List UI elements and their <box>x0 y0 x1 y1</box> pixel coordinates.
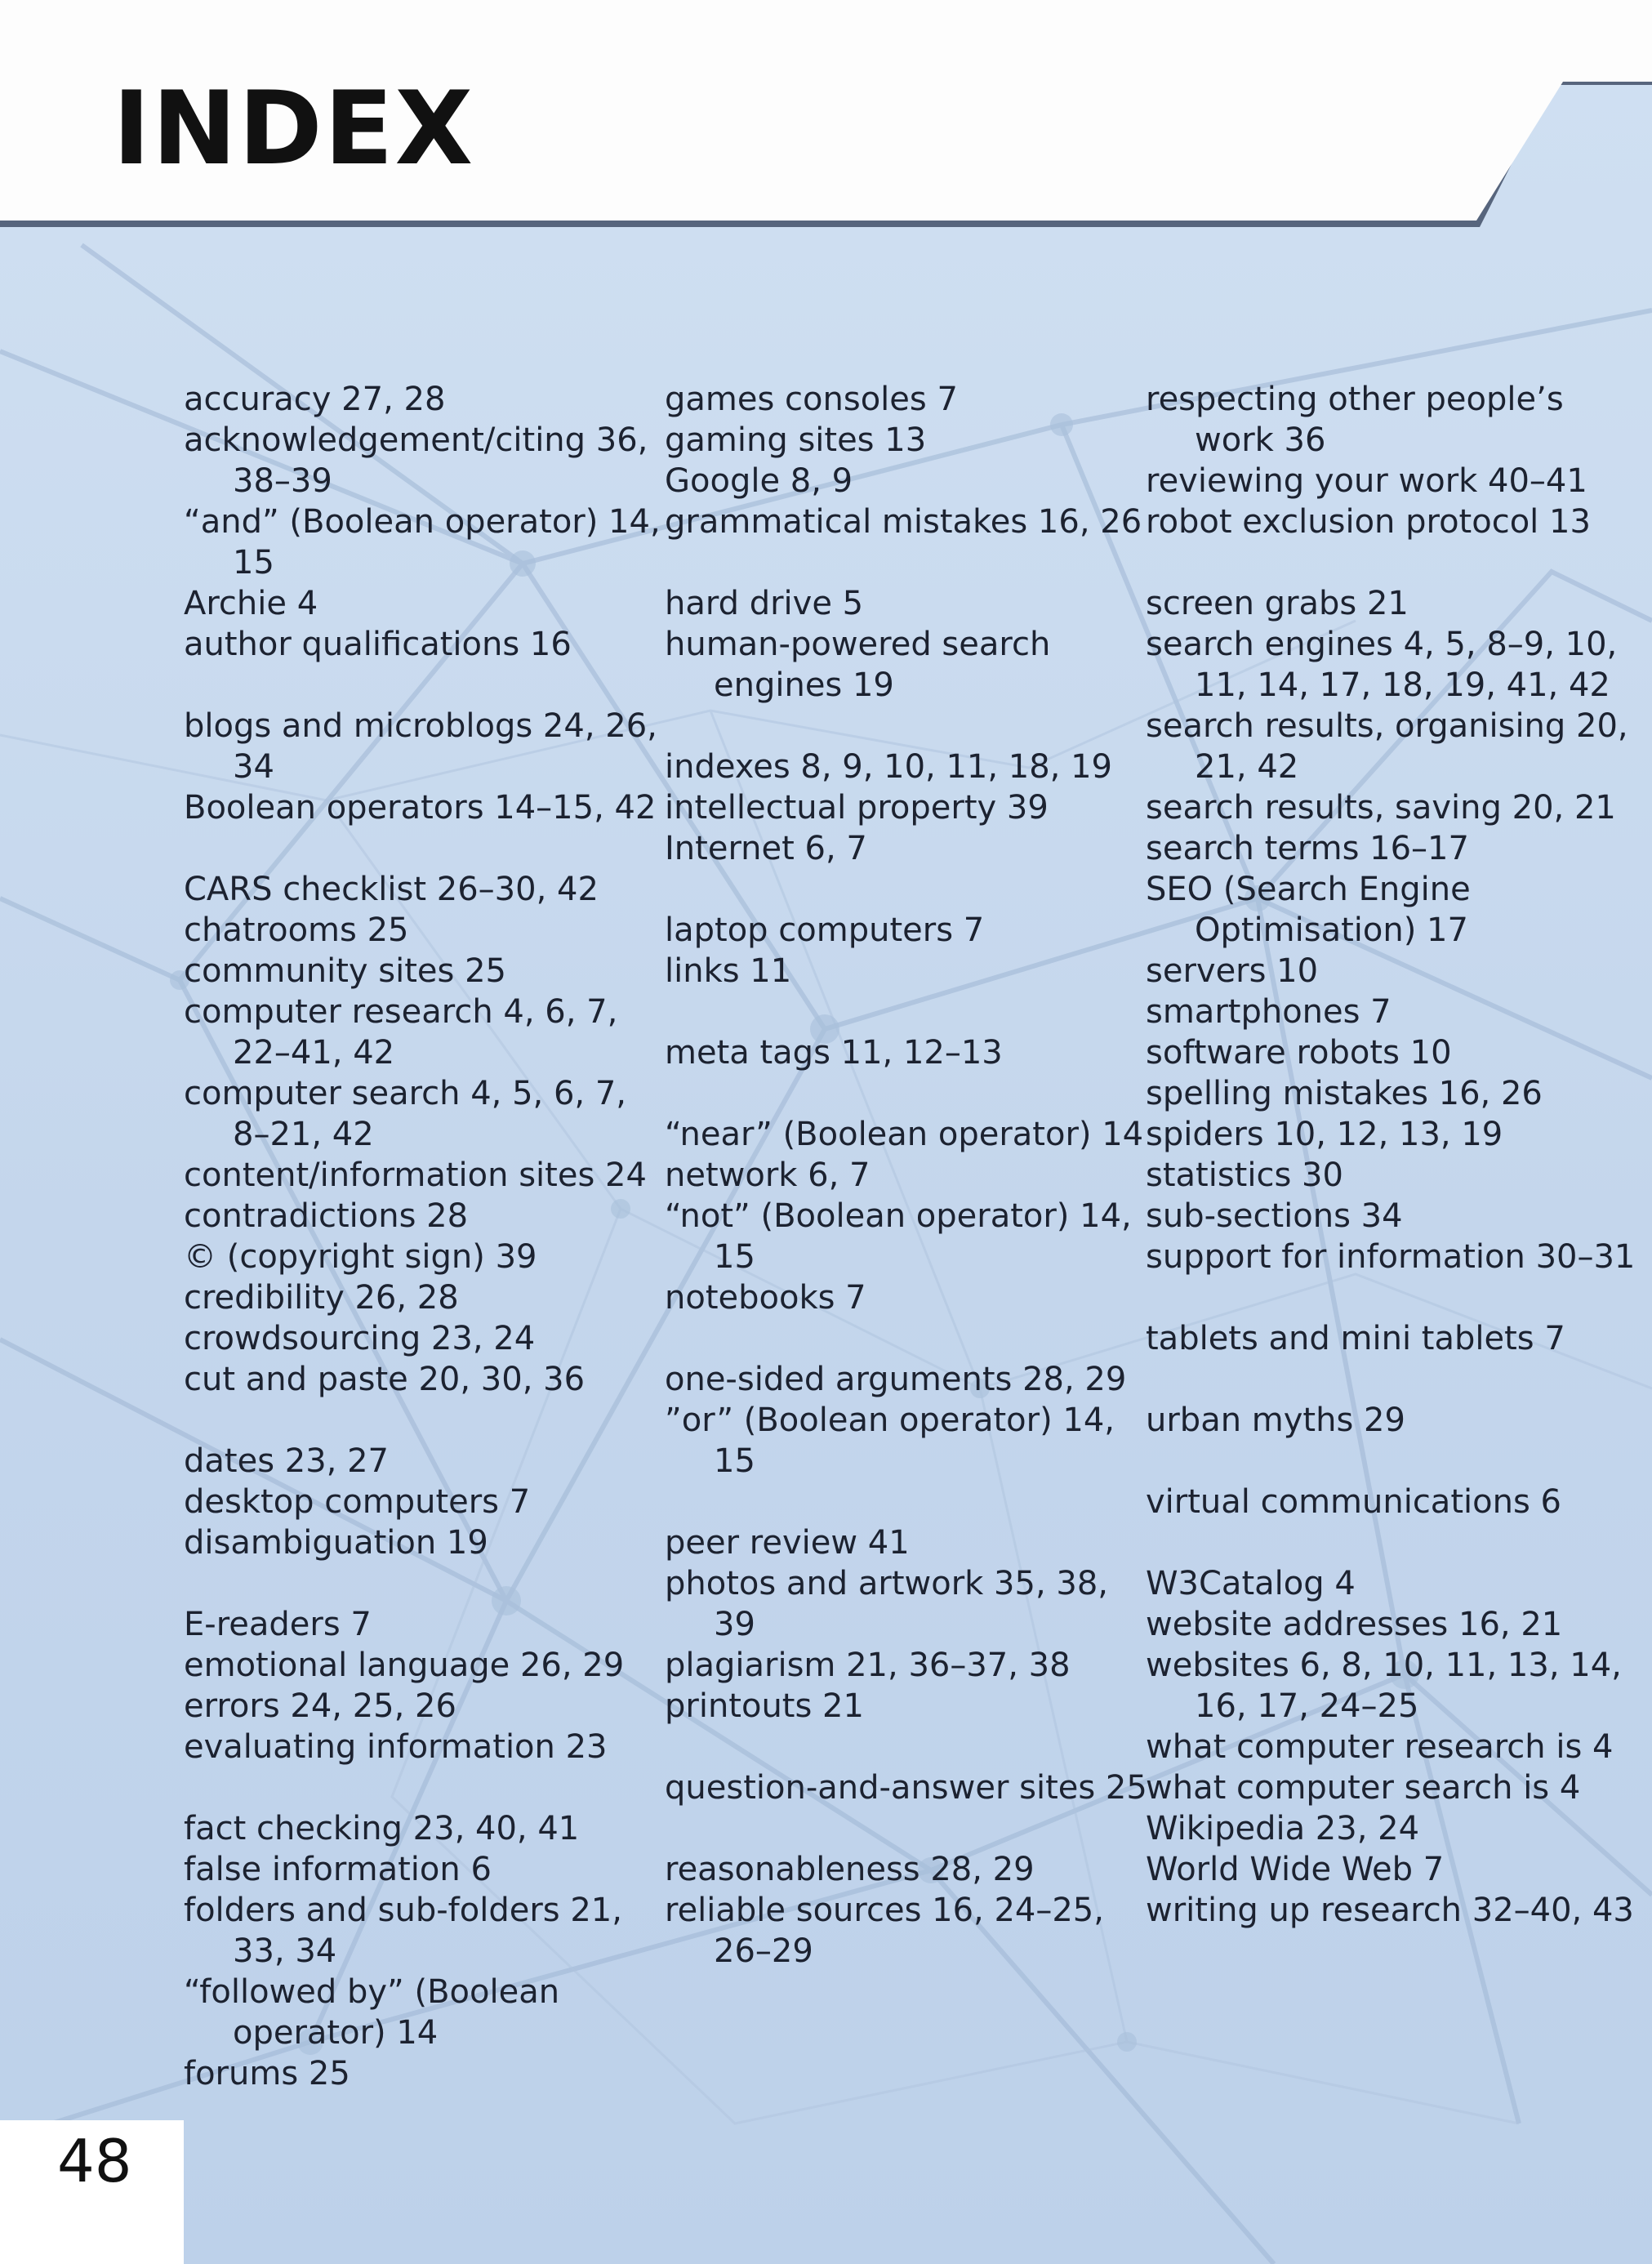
index-entry: notebooks 7 <box>665 1279 866 1317</box>
index-entry: evaluating information 23 <box>184 1728 608 1766</box>
index-entry: fact checking 23, 40, 41 <box>184 1810 580 1847</box>
index-group <box>665 910 1155 992</box>
index-entry: E-readers 7 <box>184 1606 372 1643</box>
index-entry: human-powered search engines 19 <box>665 626 1051 704</box>
index-entry: dates 23, 27 <box>184 1442 389 1480</box>
index-entry: hard drive 5 <box>665 585 864 622</box>
index-group <box>1146 1563 1636 1931</box>
index-entry: search results, saving 20, 21 <box>1146 789 1616 827</box>
index-group <box>1146 1400 1636 1441</box>
index-entry: links 11 <box>665 952 792 990</box>
index-entry: desktop computers 7 <box>184 1483 531 1521</box>
page-number: 48 <box>57 2127 132 2195</box>
page-title: INDEX <box>113 70 475 188</box>
index-entry: respecting other people’s work 36 <box>1146 381 1564 459</box>
index-group <box>184 1808 674 2094</box>
index-entry: content/information sites 24 <box>184 1157 647 1194</box>
index-entry: community sites 25 <box>184 952 506 990</box>
index-group <box>184 1441 674 1563</box>
index-entry: smartphones 7 <box>1146 993 1392 1031</box>
index-entry: credibility 26, 28 <box>184 1279 459 1317</box>
index-group <box>1146 1482 1636 1522</box>
index-entry: what computer search is 4 <box>1146 1769 1581 1807</box>
index-group <box>184 1604 674 1767</box>
index-entry: intellectual property 39 <box>665 789 1049 827</box>
index-entry: cut and paste 20, 30, 36 <box>184 1361 586 1398</box>
index-column-2 <box>665 379 1155 2012</box>
index-entry: ”or” (Boolean operator) 14, 15 <box>665 1402 1115 1480</box>
index-entry: reviewing your work 40–41 <box>1146 462 1587 500</box>
index-entry: screen grabs 21 <box>1146 585 1409 622</box>
index-group <box>665 1114 1155 1318</box>
index-entry: search terms 16–17 <box>1146 830 1469 867</box>
index-entry: false information 6 <box>184 1851 492 1888</box>
index-entry: gaming sites 13 <box>665 421 927 459</box>
index-entry: what computer research is 4 <box>1146 1728 1614 1766</box>
index-entry: games consoles 7 <box>665 381 958 418</box>
index-entry: computer search 4, 5, 6, 7, 8–21, 42 <box>184 1075 627 1153</box>
index-entry: accuracy 27, 28 <box>184 381 446 418</box>
index-entry: reliable sources 16, 24–25, 26–29 <box>665 1892 1104 1970</box>
index-entry: indexes 8, 9, 10, 11, 18, 19 <box>665 748 1113 786</box>
index-entry: virtual communications 6 <box>1146 1483 1561 1521</box>
index-entry: Archie 4 <box>184 585 318 622</box>
index-entry: spiders 10, 12, 13, 19 <box>1146 1116 1503 1153</box>
index-entry: Internet 6, 7 <box>665 830 867 867</box>
index-entry: spelling mistakes 16, 26 <box>1146 1075 1543 1112</box>
index-group <box>665 1359 1155 1482</box>
index-entry: World Wide Web 7 <box>1146 1851 1445 1888</box>
index-entry: search engines 4, 5, 8–9, 10, 11, 14, 17, 18, 19, 41, 42 <box>1146 626 1618 704</box>
index-entry: folders and sub-folders 21, 33, 34 <box>184 1892 622 1970</box>
index-entry: one-sided arguments 28, 29 <box>665 1361 1127 1398</box>
index-entry: servers 10 <box>1146 952 1319 990</box>
index-entry: Google 8, 9 <box>665 462 853 500</box>
index-entry: plagiarism 21, 36–37, 38 <box>665 1647 1071 1684</box>
index-group <box>184 869 674 1400</box>
index-entry: Wikipedia 23, 24 <box>1146 1810 1420 1847</box>
index-entry: website addresses 16, 21 <box>1146 1606 1563 1643</box>
index-group <box>184 379 674 665</box>
index-entry: search results, organising 20, 21, 42 <box>1146 707 1628 786</box>
index-group <box>1146 583 1636 1277</box>
index-entry: W3Catalog 4 <box>1146 1565 1356 1602</box>
index-entry: disambiguation 19 <box>184 1524 488 1562</box>
index-entry: sub-sections 34 <box>1146 1197 1403 1235</box>
index-entry: contradictions 28 <box>184 1197 469 1235</box>
index-group <box>665 583 1155 706</box>
index-entry: reasonableness 28, 29 <box>665 1851 1035 1888</box>
index-entry: meta tags 11, 12–13 <box>665 1034 1003 1072</box>
index-entry: urban myths 29 <box>1146 1402 1405 1439</box>
index-entry: robot exclusion protocol 13 <box>1146 503 1591 541</box>
index-group <box>665 1522 1155 1727</box>
index-entry: “followed by” (Boolean operator) 14 <box>184 1973 560 2052</box>
index-entry: CARS checklist 26–30, 42 <box>184 871 599 908</box>
index-entry: emotional language 26, 29 <box>184 1647 625 1684</box>
index-entry: errors 24, 25, 26 <box>184 1687 456 1725</box>
index-entry: writing up research 32–40, 43 <box>1146 1892 1634 1929</box>
index-entry: crowdsourcing 23, 24 <box>184 1320 536 1357</box>
index-group <box>184 706 674 828</box>
index-group <box>665 746 1155 869</box>
index-entry: forums 25 <box>184 2055 350 2092</box>
index-entry: statistics 30 <box>1146 1157 1343 1194</box>
index-entry: laptop computers 7 <box>665 911 985 949</box>
index-entry: websites 6, 8, 10, 11, 13, 14, 16, 17, 24–25 <box>1146 1647 1622 1725</box>
index-entry: “and” (Boolean operator) 14, 15 <box>184 503 661 582</box>
index-entry: © (copyright sign) 39 <box>184 1238 537 1276</box>
index-entry: grammatical mistakes 16, 26 <box>665 503 1142 541</box>
index-entry: question-and-answer sites 25 <box>665 1769 1147 1807</box>
index-entry: support for information 30–31 <box>1146 1238 1636 1276</box>
index-group <box>1146 379 1636 542</box>
index-group <box>665 379 1155 542</box>
index-group <box>665 1767 1155 1808</box>
index-entry: printouts 21 <box>665 1687 864 1725</box>
index-entry: author qualifications 16 <box>184 626 572 663</box>
index-entry: tablets and mini tablets 7 <box>1146 1320 1565 1357</box>
index-group <box>1146 1318 1636 1359</box>
index-entry: software robots 10 <box>1146 1034 1452 1072</box>
index-entry: peer review 41 <box>665 1524 910 1562</box>
index-entry: blogs and microblogs 24, 26, 34 <box>184 707 657 786</box>
index-entry: photos and artwork 35, 38, 39 <box>665 1565 1108 1643</box>
index-column-3 <box>1146 379 1636 1972</box>
index-group <box>665 1849 1155 1972</box>
index-entry: chatrooms 25 <box>184 911 409 949</box>
index-entry: Boolean operators 14–15, 42 <box>184 789 657 827</box>
index-entry: network 6, 7 <box>665 1157 871 1194</box>
index-entry: “not” (Boolean operator) 14, 15 <box>665 1197 1132 1276</box>
index-group <box>665 1032 1155 1073</box>
index-entry: computer research 4, 6, 7, 22–41, 42 <box>184 993 618 1072</box>
index-entry: acknowledgement/citing 36, 38–39 <box>184 421 648 500</box>
index-entry: SEO (Search Engine Optimisation) 17 <box>1146 871 1471 949</box>
index-column-1 <box>184 379 674 2135</box>
index-entry: “near” (Boolean operator) 14 <box>665 1116 1144 1153</box>
